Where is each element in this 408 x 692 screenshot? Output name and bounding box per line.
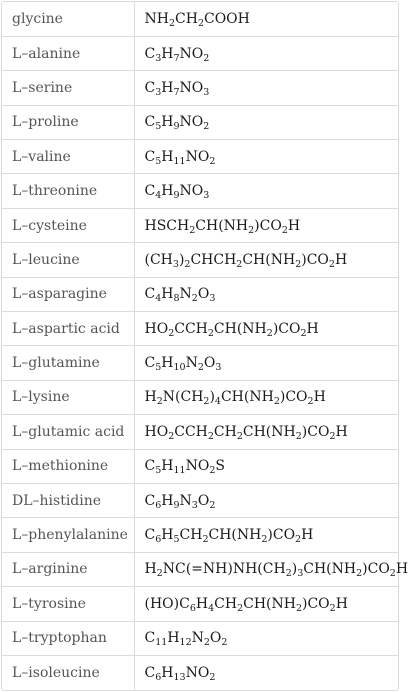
table-row [2, 243, 398, 277]
table-row [2, 449, 398, 483]
chemical-formula [134, 655, 398, 689]
formula-part: CH [179, 527, 203, 544]
chemical-formula [134, 312, 398, 346]
chemical-formula [134, 587, 398, 621]
formula-subscript: 2 [189, 224, 196, 236]
chemical-formula [134, 71, 398, 105]
formula-part: NO [185, 458, 210, 475]
formula-part: O [197, 286, 210, 303]
chemical-formula [134, 105, 398, 139]
formula-subscript: 11 [155, 637, 168, 649]
formula-subscript: 5 [173, 534, 180, 546]
formula-subscript: 2 [168, 17, 176, 29]
table-row [2, 208, 398, 242]
compound-name: glycine [2, 2, 134, 36]
formula-subscript: 6 [155, 534, 162, 546]
chemical-formula [134, 449, 398, 483]
table-row [2, 346, 398, 380]
formula-part: H [334, 251, 348, 268]
chemical-formula [134, 415, 398, 449]
compound-name: L–aspartic acid [2, 312, 134, 346]
compound-name: L–isoleucine [2, 655, 134, 689]
formula-subscript: 9 [173, 190, 180, 202]
formula-subscript: 2 [202, 534, 209, 546]
formula-part: H [161, 355, 174, 372]
formula-subscript: 2 [356, 568, 363, 580]
table-row [2, 587, 398, 621]
formula-part: CCH [174, 423, 208, 440]
compound-name: L–glutamine [2, 346, 134, 380]
formula-part: C [144, 630, 156, 647]
compound-name: L–glutamic acid [2, 415, 134, 449]
formula-part: H [161, 148, 174, 165]
chemical-formula [134, 621, 398, 655]
formula-subscript: 2 [209, 155, 216, 167]
table-row [2, 36, 398, 70]
chemical-formula [134, 2, 398, 36]
formula-subscript: 2 [329, 430, 336, 442]
formula-subscript: 6 [189, 602, 196, 614]
formula-subscript: 2 [295, 602, 302, 614]
formula-subscript: 3 [215, 362, 222, 374]
formula-part: C [144, 492, 156, 509]
formula-subscript: 3 [203, 86, 210, 98]
formula-part: C [144, 664, 156, 681]
formula-part: O [203, 355, 216, 372]
formula-part: C [144, 148, 156, 165]
formula-subscript: 2 [209, 671, 216, 683]
formula-subscript: 2 [237, 602, 244, 614]
formula-part: N(CH [162, 389, 204, 406]
formula-subscript: 8 [173, 293, 180, 305]
formula-subscript: 2 [221, 637, 228, 649]
formula-part: ) [178, 251, 185, 268]
formula-subscript: 7 [173, 86, 180, 98]
formula-part: )CO [301, 251, 329, 268]
formula-subscript: 6 [155, 499, 162, 511]
table-row [2, 621, 398, 655]
formula-part: CH(NH [220, 389, 274, 406]
formula-subscript: 10 [173, 362, 186, 374]
chemical-formula [134, 36, 398, 70]
formula-part: COOH [203, 10, 250, 27]
formula-part: N [191, 630, 204, 647]
formula-part: H [395, 561, 408, 578]
formula-subscript: 5 [155, 465, 162, 477]
table-row [2, 2, 398, 36]
formula-part: CH(NH [243, 595, 296, 612]
formula-subscript: 9 [173, 121, 180, 133]
formula-part: (CH [144, 251, 173, 268]
compound-name: DL–histidine [2, 483, 134, 517]
formula-part: O [197, 492, 210, 509]
formula-part: NO [179, 183, 204, 200]
formula-subscript: 3 [155, 86, 162, 98]
compound-name: L–arginine [2, 552, 134, 586]
formula-subscript: 2 [203, 396, 210, 408]
formula-subscript: 2 [248, 224, 255, 236]
formula-subscript: 2 [295, 534, 302, 546]
table-row [2, 552, 398, 586]
formula-subscript: 2 [168, 327, 175, 339]
compound-name: L–phenylalanine [2, 518, 134, 552]
formula-table [2, 2, 408, 690]
chemical-formula [134, 518, 398, 552]
formula-part: H [167, 630, 180, 647]
formula-part: H [287, 217, 301, 234]
chemical-formula [134, 483, 398, 517]
formula-part: H [306, 320, 319, 337]
formula-subscript: 2 [203, 121, 210, 133]
formula-subscript: 6 [155, 671, 162, 683]
formula-subscript: 3 [203, 190, 210, 202]
formula-subscript: 4 [208, 602, 215, 614]
formula-subscript: 4 [155, 293, 162, 305]
formula-subscript: 3 [297, 568, 304, 580]
table-row [2, 415, 398, 449]
table-row [2, 105, 398, 139]
compound-name: L–alanine [2, 36, 134, 70]
chemical-formula [134, 243, 398, 277]
formula-subscript: 2 [207, 430, 214, 442]
compound-name: L–cysteine [2, 208, 134, 242]
formula-part: H [301, 527, 314, 544]
formula-part: H [335, 595, 348, 612]
formula-part: H [161, 492, 174, 509]
formula-part: C [144, 79, 156, 96]
formula-subscript: 7 [173, 52, 180, 64]
formula-subscript: 2 [197, 17, 204, 29]
table-row [2, 655, 398, 689]
amino-acid-formula-table [1, 1, 408, 691]
table-row [2, 483, 398, 517]
compound-name: L–methionine [2, 449, 134, 483]
formula-subscript: 11 [173, 155, 186, 167]
formula-subscript: 2 [295, 430, 302, 442]
formula-part: H [161, 286, 174, 303]
formula-part: CH(NH [242, 423, 296, 440]
formula-part: CH [175, 10, 198, 27]
formula-part: )CO [267, 527, 296, 544]
formula-part: )CO [272, 320, 301, 337]
formula-subscript: 2 [295, 258, 302, 270]
formula-subscript: 2 [389, 568, 396, 580]
formula-subscript: 4 [155, 190, 162, 202]
compound-name: L–leucine [2, 243, 134, 277]
formula-part: NC(=NH)NH(CH [162, 561, 286, 578]
formula-part: CH(NH [242, 251, 296, 268]
formula-part: C [144, 183, 156, 200]
formula-part: )CO [279, 389, 308, 406]
formula-part: CH(NH [208, 527, 262, 544]
table-row [2, 140, 398, 174]
formula-part: C [144, 114, 156, 131]
table-row [2, 518, 398, 552]
compound-name: L–valine [2, 140, 134, 174]
formula-part: )CO [254, 217, 282, 234]
formula-subscript: 2 [203, 52, 210, 64]
table-body [2, 2, 408, 690]
formula-part: N [179, 492, 192, 509]
formula-subscript: 3 [172, 258, 179, 270]
formula-part: H [335, 423, 348, 440]
formula-part: H [161, 527, 174, 544]
compound-name: L–threonine [2, 174, 134, 208]
formula-part: ) [291, 561, 298, 578]
compound-name: L–lysine [2, 380, 134, 414]
formula-part: CHCH [190, 251, 237, 268]
formula-part: H [161, 45, 174, 62]
formula-part: N [179, 286, 192, 303]
formula-part: NO [179, 114, 204, 131]
formula-part: C [144, 458, 156, 475]
formula-part: HSCH [144, 217, 190, 234]
formula-subscript: 2 [168, 430, 175, 442]
formula-part: (HO)C [144, 595, 190, 612]
compound-name: L–proline [2, 105, 134, 139]
compound-name: L–asparagine [2, 277, 134, 311]
formula-part: )CO [301, 423, 330, 440]
formula-subscript: 2 [285, 568, 292, 580]
formula-subscript: 2 [329, 602, 336, 614]
formula-part: CH(NH [195, 217, 249, 234]
formula-part: C [144, 527, 156, 544]
formula-subscript: 2 [236, 430, 243, 442]
table-row [2, 312, 398, 346]
formula-part: H [144, 561, 157, 578]
formula-part: NO [179, 45, 204, 62]
formula-part: H [161, 114, 174, 131]
formula-subscript: 3 [155, 52, 162, 64]
formula-subscript: 2 [307, 396, 314, 408]
formula-part: H [161, 79, 174, 96]
formula-subscript: 2 [273, 396, 280, 408]
chemical-formula [134, 277, 398, 311]
formula-subscript: 2 [281, 224, 288, 236]
formula-subscript: 2 [236, 258, 243, 270]
formula-subscript: 2 [203, 637, 210, 649]
formula-part: NH [144, 10, 169, 27]
formula-part: H [144, 389, 157, 406]
formula-subscript: 5 [155, 155, 162, 167]
formula-subscript: 2 [300, 327, 307, 339]
formula-subscript: 4 [214, 396, 221, 408]
formula-part: CH(NH [303, 561, 357, 578]
formula-part: NO [185, 664, 210, 681]
compound-name: L–serine [2, 71, 134, 105]
formula-part: N [185, 355, 198, 372]
formula-part: )CO [362, 561, 390, 578]
formula-part: HO [144, 423, 169, 440]
formula-subscript: 2 [328, 258, 335, 270]
chemical-formula [134, 208, 398, 242]
formula-part: HO [144, 320, 169, 337]
formula-subscript: 2 [209, 499, 216, 511]
formula-subscript: 5 [155, 121, 162, 133]
formula-subscript: 2 [156, 568, 163, 580]
formula-subscript: 2 [266, 327, 273, 339]
formula-part: CH [213, 423, 237, 440]
formula-subscript: 2 [207, 327, 214, 339]
formula-subscript: 2 [156, 396, 163, 408]
formula-part: ) [209, 389, 215, 406]
formula-part: H [161, 183, 174, 200]
formula-subscript: 12 [179, 637, 192, 649]
table-row [2, 277, 398, 311]
formula-part: O [209, 630, 222, 647]
formula-part: H [161, 664, 174, 681]
formula-part: H [161, 458, 174, 475]
formula-part: H [195, 595, 209, 612]
formula-part: C [144, 355, 156, 372]
chemical-formula [134, 140, 398, 174]
formula-subscript: 2 [209, 465, 216, 477]
formula-part: C [144, 286, 156, 303]
formula-part: C [144, 45, 156, 62]
formula-subscript: 9 [173, 499, 180, 511]
formula-subscript: 2 [261, 534, 268, 546]
table-row [2, 174, 398, 208]
formula-part: CH(NH [213, 320, 267, 337]
formula-part: NO [179, 79, 204, 96]
formula-part: )CO [302, 595, 330, 612]
chemical-formula [134, 380, 398, 414]
formula-part: CCH [174, 320, 208, 337]
table-row [2, 71, 398, 105]
table-row [2, 380, 398, 414]
compound-name: L–tyrosine [2, 587, 134, 621]
formula-part: NO [185, 148, 210, 165]
formula-subscript: 2 [197, 362, 204, 374]
chemical-formula [134, 174, 398, 208]
formula-subscript: 5 [155, 362, 162, 374]
compound-name: L–tryptophan [2, 621, 134, 655]
formula-subscript: 13 [173, 671, 186, 683]
chemical-formula [134, 346, 398, 380]
chemical-formula [134, 552, 408, 586]
formula-subscript: 3 [191, 499, 198, 511]
formula-part: S [215, 458, 225, 475]
formula-subscript: 3 [209, 293, 216, 305]
formula-part: H [313, 389, 326, 406]
formula-subscript: 2 [191, 293, 198, 305]
formula-subscript: 2 [184, 258, 191, 270]
formula-part: CH [214, 595, 238, 612]
formula-subscript: 11 [173, 465, 186, 477]
